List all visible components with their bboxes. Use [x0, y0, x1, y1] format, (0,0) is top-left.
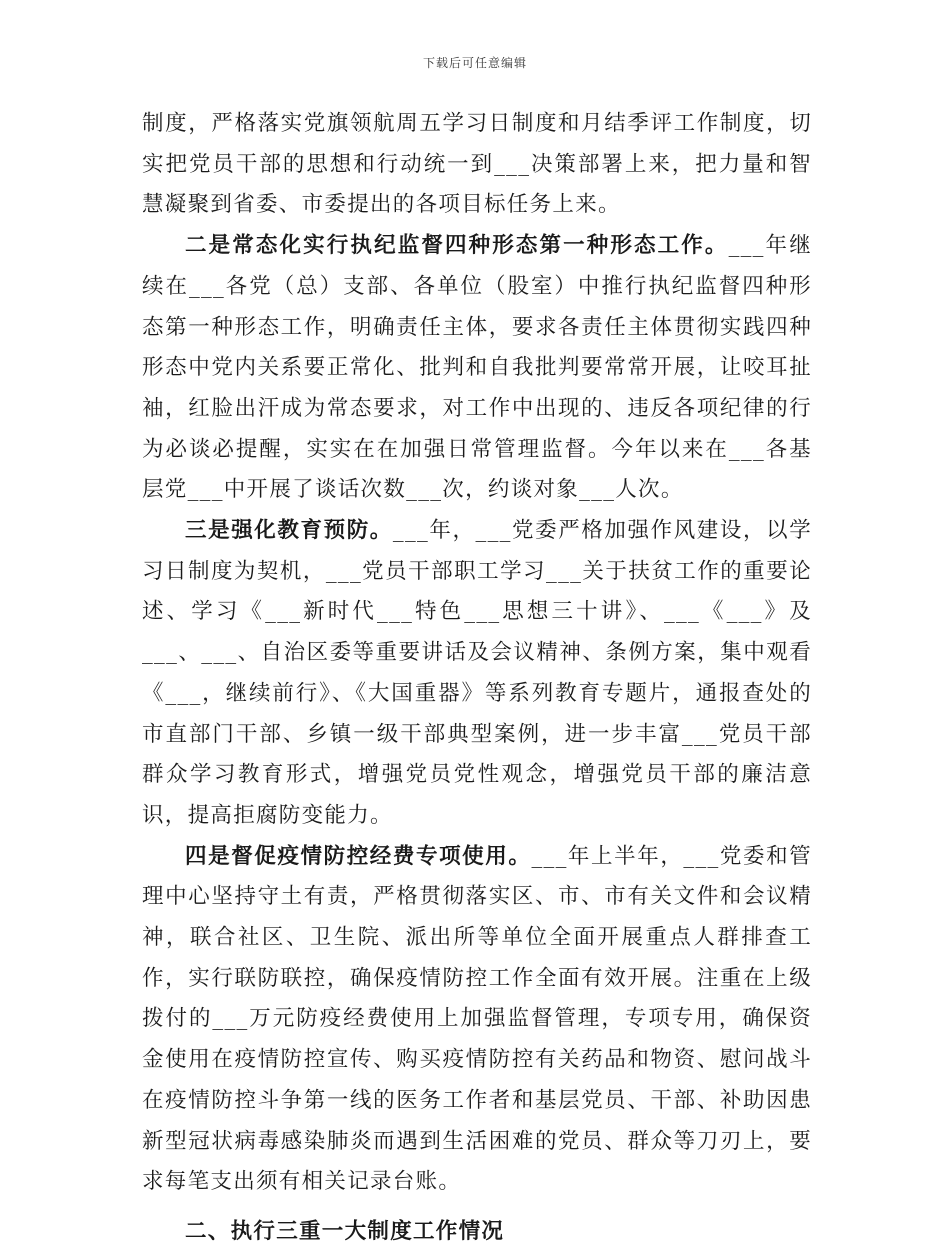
paragraph-text: ___年上半年，___党委和管理中心坚持守土有责，严格贯彻落实区、市、市有关文件和会议精神，联合社区、卫生院、派出所等单位全面开展重点人群排查工作，实行联防联控，确保疫情防控工作全面有效开展。注重在上级拨付的___万元防疫经费使用上加强监督管理，专项专用，确保资金使用在疫情防控宣传、购买疫情防控有关药品和物资、慰问战斗在疫情防控斗争第一线的医务工作者和基层党员、干部、补助因患新型冠状病毒感染肺炎而遇到生活困难的党员、群众等刀刃上，要求每笔支出须有相关记录台账。 [142, 843, 812, 1195]
paragraph-discipline-supervision [142, 226, 812, 511]
paragraph-epidemic-funds [142, 837, 812, 1203]
paragraph-education-prevention [142, 511, 812, 837]
paragraph-text: ___年继续在___各党（总）支部、各单位（股室）中推行执纪监督四种形态第一种形态工作，明确责任主体，要求各责任主体贯彻实践四种形态中党内关系要正常化、批判和自我批判要常常开展，让咬耳扯袖，红脸出汗成为常态要求，对工作中出现的、违反各项纪律的行为必谈必提醒，实实在在加强日常管理监督。今年以来在___各基层党___中开展了谈话次数___次，约谈对象___人次。 [142, 233, 812, 503]
page-header-note: 下载后可任意编辑 [422, 56, 527, 70]
paragraph-lead: 三是强化教育预防。 [185, 518, 393, 544]
paragraph-lead: 二是常态化实行执纪监督四种形态第一种形态工作。 [185, 233, 729, 259]
paragraph-text: 制度，严格落实党旗领航周五学习日制度和月结季评工作制度，切实把党员干部的思想和行动统一到___决策部署上来，把力量和智慧凝聚到省委、市委提出的各项目标任务上来。 [142, 111, 812, 218]
paragraph-text: ___年，___党委严格加强作风建设，以学习日制度为契机，___党员干部职工学习___关于扶贫工作的重要论述、学习《___新时代___特色___思想三十讲》、___《___》及___、___、自治区委等重要讲话及会议精神、条例方案，集中观看《___，继续前行》、《大国重器》等系列教育专题片，通报查处的市直部门干部、乡镇一级干部典型案例，进一步丰富___党员干部群众学习教育形式，增强党员党性观念，增强党员干部的廉洁意识，提高拒腐防变能力。 [142, 518, 812, 828]
section-heading: 二、执行三重一大制度工作情况 [185, 1218, 505, 1244]
document-body [142, 104, 812, 1253]
paragraph-continuation [142, 104, 812, 226]
paragraph-lead: 四是督促疫情防控经费专项使用。 [185, 843, 532, 869]
